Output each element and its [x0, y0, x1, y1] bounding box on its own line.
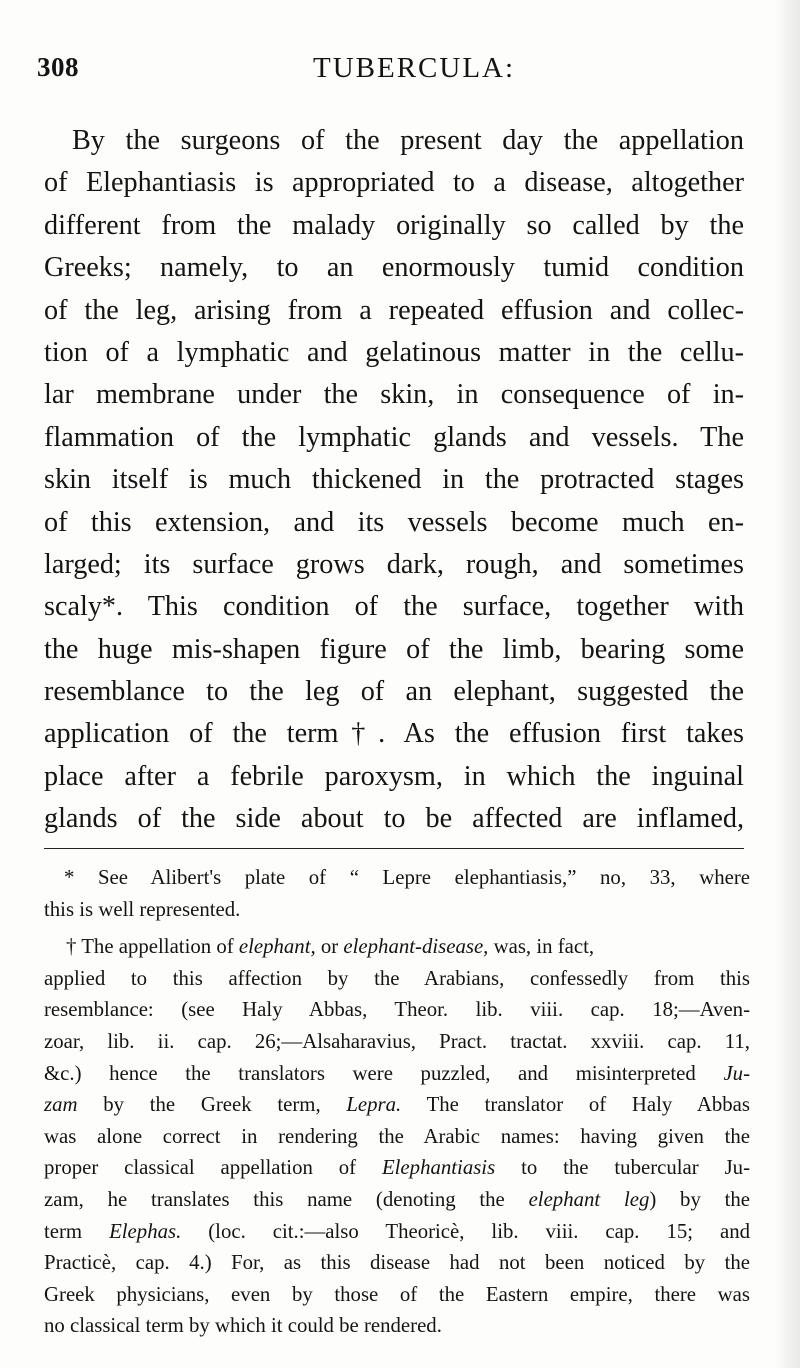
footnote-text: or — [315, 935, 344, 959]
body-line: larged; its surface grows dark, rough, and sometimes — [44, 548, 744, 580]
body-line: of the leg, arising from a repeated effusion and collec- — [44, 294, 744, 326]
body-line: application of the term†. As the effusion first takes — [44, 718, 744, 750]
body-line: different from the malady originally so called by the — [44, 209, 744, 241]
page-number: 308 — [37, 52, 79, 82]
footnote-2-line — [44, 1089, 750, 1121]
body-line: scaly*. This condition of the surface, together with — [44, 591, 744, 623]
body-line: glands of the side about to be affected are inflamed, — [44, 803, 744, 835]
body-line: Greeks; namely, to an enormously tumid condition — [44, 252, 744, 284]
page-gutter-shadow — [774, 0, 800, 1368]
footnote-italic: elephant-disease, — [343, 935, 489, 959]
footnote-2-line: zoar, lib. ii. cap. 26;—Alsaharavius, Pract. tractat. xxviii. cap. 11, — [44, 1029, 750, 1053]
footnote-2-line: no classical term by which it could be rendered. — [44, 1314, 442, 1338]
footnote-rule — [44, 848, 744, 849]
footnotes — [44, 862, 750, 1342]
footnote-2-line: applied to this affection by the Arabians, confessedly from this — [44, 966, 750, 990]
body-paragraph — [44, 120, 744, 841]
footnote-2-line — [44, 931, 750, 963]
footnote-text: by the Greek term, — [77, 1093, 347, 1117]
footnote-text: (loc. cit.:—also Theoricè, lib. viii. cap. 15; and — [181, 1219, 751, 1243]
body-line: of Elephantiasis is appropriated to a disease, altogether — [44, 167, 744, 199]
body-line: place after a febrile paroxysm, in which the inguinal — [44, 760, 744, 792]
body-line: skin itself is much thickened in the protracted stages — [44, 464, 744, 496]
body-line: flammation of the lymphatic glands and vessels. The — [44, 421, 744, 453]
footnote-2-line: was alone correct in rendering the Arabic names: having given the — [44, 1124, 750, 1148]
page-header — [37, 52, 753, 92]
footnote-text: zam, he translates this name (denoting the — [44, 1187, 529, 1211]
body-line: the huge mis-shapen figure of the limb, bearing some — [44, 633, 744, 665]
footnote-text: ) by the — [649, 1187, 751, 1211]
footnote-2-line — [44, 1216, 750, 1248]
footnote-2-line: Practicè, cap. 4.) For, as this disease had not been noticed by the — [44, 1251, 750, 1275]
body-line: By the surgeons of the present day the appellation — [72, 125, 744, 156]
footnote-1-line: * See Alibert's plate of “ Lepre elephantiasis,” no, 33, where — [64, 866, 750, 889]
footnote-italic: Elephas. — [109, 1219, 182, 1243]
footnote-text: was, in fact, — [488, 935, 595, 959]
footnote-text: to the tubercular Ju- — [495, 1156, 750, 1180]
footnote-2-line — [44, 1184, 750, 1216]
footnote-italic: Lepra. — [346, 1093, 402, 1117]
running-head: TUBERCULA: — [313, 52, 516, 84]
footnote-text: The translator of Haly Abbas — [401, 1093, 750, 1117]
footnote-2-line: Greek physicians, even by those of the Eastern empire, there was — [44, 1282, 750, 1306]
body-line: lar membrane under the skin, in consequence of in- — [44, 379, 744, 411]
footnote-2-line: resemblance: (see Haly Abbas, Theor. lib. viii. cap. 18;—Aven- — [44, 998, 750, 1022]
footnote-italic: elephant leg — [528, 1187, 650, 1211]
footnote-1-line: this is well represented. — [44, 897, 241, 921]
footnote-italic: elephant, — [238, 935, 316, 959]
footnote-italic: zam — [44, 1093, 78, 1117]
footnote-2-line — [44, 1058, 750, 1090]
body-line: of this extension, and its vessels become much en- — [44, 506, 744, 538]
body-line: resemblance to the leg of an elephant, suggested the — [44, 676, 744, 708]
footnote-italic: Elephantiasis — [381, 1156, 496, 1180]
footnote-text: † The appellation of — [66, 935, 239, 959]
body-line: tion of a lymphatic and gelatinous matter in the cellu- — [44, 336, 744, 368]
footnote-text: &c.) hence the translators were puzzled, and misinterpreted — [44, 1061, 724, 1085]
footnote-text: term — [44, 1219, 110, 1243]
footnote-text: proper classical appellation of — [44, 1156, 382, 1180]
footnote-italic: Ju- — [723, 1061, 750, 1085]
footnote-2-line — [44, 1152, 750, 1184]
